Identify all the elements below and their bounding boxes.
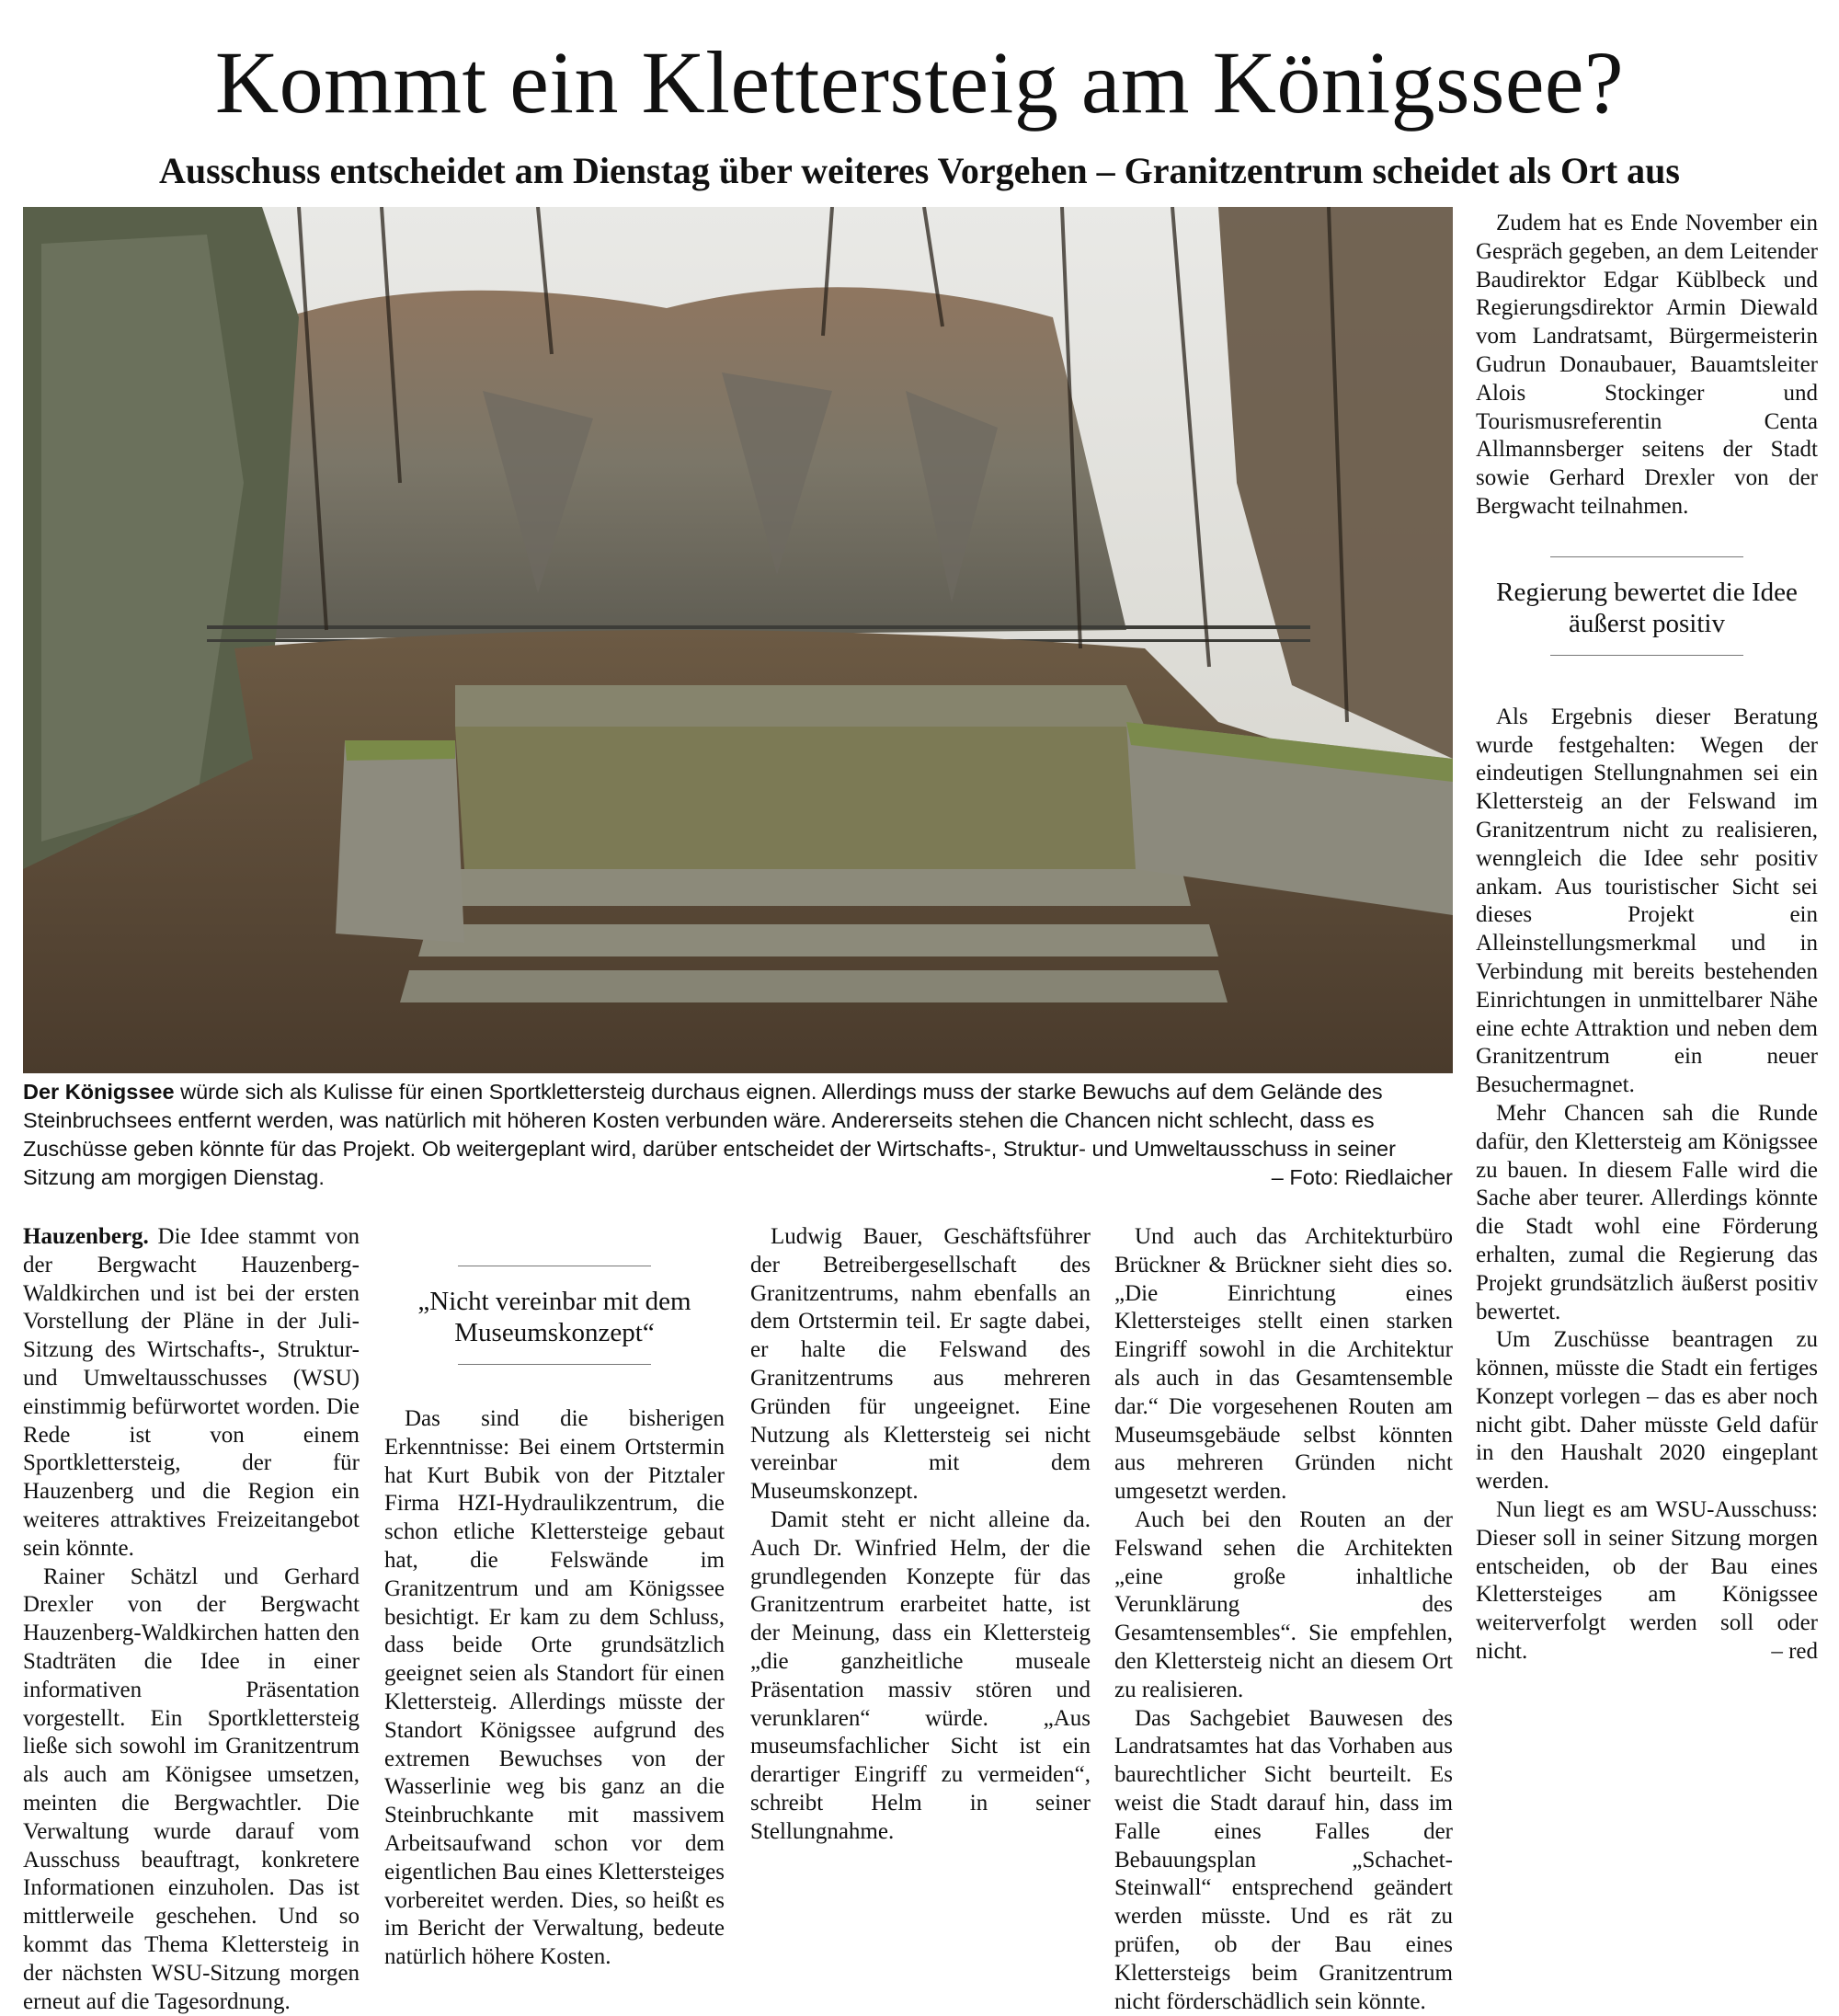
headline: Kommt ein Klettersteig am Königssee? <box>214 33 1625 132</box>
article-paragraph: Hauzenberg. Die Idee stammt von der Bergwacht Hauzenberg-Waldkirchen und ist bei der ersten Vorstellung der Pläne in der Juli-Sitzung des Wirtschafts-, Struktur- und Umweltausschusses (WSU) einstimmig befürwortet worden. Die Rede ist von einem Sportklettersteig, der für Hauzenberg und die Region ein weiteres attraktives Freizeitangebot sein könnte. <box>23 1224 360 1561</box>
article-paragraph: Als Ergebnis dieser Beratung wurde festgehalten: Wegen der eindeutigen Stellungnahmen sei ein Klettersteig an der Felswand im Granitzentrum nicht zu realisieren, wenngleich die Idee sehr positiv ankam. Aus touristischer Sicht sei dieses Projekt ein Alleinstellungsmerkmal und in Verbindung mit bereits bestehenden Einrichtungen in unmittelbarer Nähe eine echte Attraktion und neben dem Granitzentrum ein neuer Besuchermagnet. <box>1476 704 1818 1098</box>
author-signature: – red <box>1771 1639 1818 1665</box>
article-paragraph: Um Zuschüsse beantragen zu können, müsste die Stadt ein fertiges Konzept vorlegen – das es aber noch nicht gibt. Daher müsste Geld dafür in den Haushalt 2020 eingeplant werden. <box>1476 1327 1818 1495</box>
article-paragraph: Ludwig Bauer, Geschäftsführer der Betreibergesellschaft des Granitzentrums, nahm ebenfalls an dem Ortstermin teil. Er sagte dabei, er halte die Felswand des Granitzentrums aus mehreren Gründen für ungeeignet. Eine Nutzung als Klettersteig sei nicht vereinbar mit dem Museumskonzept. <box>750 1224 1091 1505</box>
dateline: Hauzenberg. <box>23 1224 149 1249</box>
caption-lead: Der Königssee <box>23 1080 175 1104</box>
quarry-photo <box>23 207 1453 1073</box>
quarry-photo-illustration <box>23 207 1453 1073</box>
subheadline: Ausschuss entscheidet am Dienstag über weiteres Vorgehen – Granitzentrum scheidet als Ort aus <box>158 150 1680 191</box>
interheadline: Regierung bewertet die Idee äußerst positiv <box>1476 556 1818 639</box>
article-paragraph: Und auch das Architekturbüro Brückner & Brückner sieht dies so. „Die Einrichtung eines Klettersteiges stellt einen starken Eingriff sowohl in die Architektur als auch in das Gesamtensemble dar.“ Die vorgesehenen Routen am Museumsgebäude selbst könnten aus mehreren Gründen nicht umgesetzt werden. <box>1114 1224 1453 1505</box>
article-paragraph: Nun liegt es am WSU-Ausschuss: Dieser soll in seiner Sitzung morgen entscheiden, ob der Bau eines Klettersteiges am Königssee weiterverfolgt werden soll oder nicht. – red <box>1476 1496 1818 1667</box>
article-column-5 <box>1476 210 1818 1667</box>
article-column-1 <box>23 1223 360 2016</box>
article-paragraph: Das Sachgebiet Bauwesen des Landratsamtes hat das Vorhaben aus baurechtlicher Sicht beurteilt. Es weist die Stadt darauf hin, dass im Falle eines Falles der Bebauungsplan „Schachet-Steinwall“ entsprechend geändert werden müsste. Und es rät zu prüfen, ob der Bau eines Klettersteigs beim Granitzentrum nicht förderschädlich sein könnte. <box>1114 1705 1453 2014</box>
article-column-3 <box>750 1223 1091 1847</box>
article-paragraph: Mehr Chancen sah die Runde dafür, den Klettersteig am Königssee zu bauen. In diesem Falle wird die Sache aber teurer. Allerdings könnte die Stadt wohl eine Förderung erhalten, zumal die Regierung das Projekt grundsätzlich äußerst positiv bewertet. <box>1476 1100 1818 1324</box>
article-paragraph: Zudem hat es Ende November ein Gespräch gegeben, an dem Leitender Baudirektor Edgar Küblbeck und Regierungsdirektor Armin Diewald vom Landratsamt, Bürgermeisterin Gudrun Donaubauer, Bauamtsleiter Alois Stockinger und Tourismusreferentin Centa Allmannsberger seitens der Stadt sowie Gerhard Drexler von der Bergwacht teilnahmen. <box>1476 211 1818 519</box>
article-paragraph: Auch bei den Routen an der Felswand sehen die Architekten „eine große inhaltliche Verunklärung des Gesamtensembles“. Sie empfehlen, den Klettersteig nicht an diesem Ort zu realisieren. <box>1114 1506 1453 1702</box>
article-paragraph: Rainer Schätzl und Gerhard Drexler von der Bergwacht Hauzenberg-Waldkirchen hatten den Stadträten die Idee in einer informativen Präsentation vorgestellt. Ein Sportklettersteig ließe sich sowohl im Granitzentrum als auch am Königsee umsetzen, meinten die Bergwachtler. Die Verwaltung wurde darauf vom Ausschuss beauftragt, konkretere Informationen einzuholen. Das ist mittlerweile geschehen. Und so kommt das Thema Klettersteig in der nächsten WSU-Sitzung morgen erneut auf die Tagesordnung. <box>23 1564 360 2014</box>
article-paragraph: Damit steht er nicht alleine da. Auch Dr. Winfried Helm, der die grundlegenden Konzepte für das Granitzentrum erarbeitet hatte, ist der Meinung, dass ein Klettersteig „die ganzheitliche museale Präsentation massiv stören und verunklaren“ würde. „Aus museumsfachlicher Sicht ist ein derartiger Eingriff zu vermeiden“, schreibt Helm in seiner Stellungnahme. <box>750 1506 1091 1844</box>
article-column-4 <box>1114 1223 1453 2016</box>
photo-caption <box>23 1078 1453 1192</box>
article-paragraph: Das sind die bisherigen Erkenntnisse: Bei einem Ortstermin hat Kurt Bubik von der Pitztaler Firma HZI-Hydraulikzentrum, die schon etliche Klettersteige gebaut hat, die Felswände im Granitzentrum und am Königssee besichtigt. Er kam zu dem Schluss, dass beide Orte grundsätzlich geeignet seien als Standort für einen Klettersteig. Allerdings müsste der Standort Königssee aufgrund des extremen Bewuchses von der Wasserlinie weg bis ganz an die Steinbruchkante mit massivem Arbeitsaufwand schon vor dem eigentlichen Bau eines Klettersteiges vorbereitet werden. Dies, so heißt es im Bericht der Verwaltung, bedeute natürlich höhere Kosten. <box>384 1406 725 1970</box>
article-column-2 <box>384 1223 725 1972</box>
caption-text: würde sich als Kulisse für einen Sportklettersteig durchaus eignen. Allerdings muss der starke Bewuchs auf dem Gelände des Steinbruchsees entfernt werden, was natürlich mit höheren Kosten verbunden wäre. Andererseits stehen die Chancen nicht schlecht, dass es Zuschüsse geben könnte für das Projekt. Ob weitergeplant wird, darüber entscheidet der Wirtschafts-, Struktur- und Umweltausschuss in seiner Sitzung am morgigen Dienstag. <box>23 1080 1396 1189</box>
photo-credit: – Foto: Riedlaicher <box>1271 1165 1453 1189</box>
interheadline: „Nicht vereinbar mit dem Museumskonzept“ <box>384 1266 725 1348</box>
